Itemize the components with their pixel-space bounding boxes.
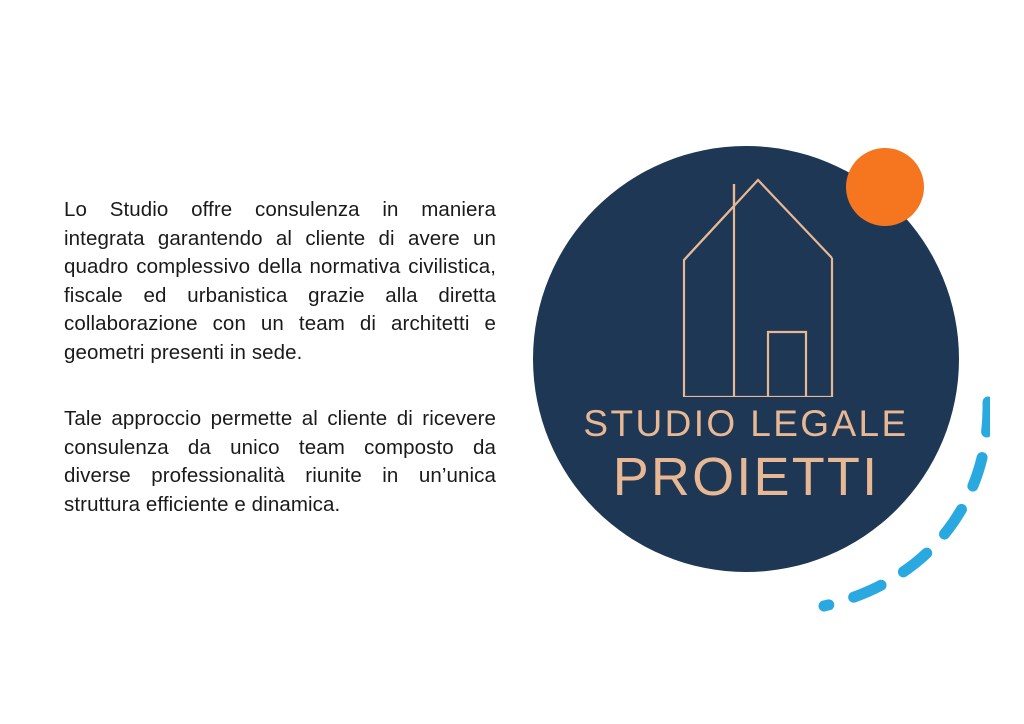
house-outline-icon bbox=[660, 172, 840, 397]
paragraph-2: Tale approccio permette al cliente di ricevere consulenza da unico team composto da diverse professionalità riunite in un’unica struttura efficiente e dinamica. bbox=[64, 407, 496, 516]
wordmark-line-2: PROIETTI bbox=[612, 447, 880, 507]
wordmark-line-1: STUDIO LEGALE bbox=[583, 403, 909, 444]
brand-wordmark bbox=[560, 402, 932, 506]
body-text-column bbox=[64, 196, 496, 519]
logo-composition bbox=[520, 130, 990, 600]
paragraph-1: Lo Studio offre consulenza in maniera integrata garantendo al cliente di avere un quadro complessivo della normativa civilistica, fiscale ed urbanistica grazie alla diretta collaborazione con un team di architetti e geometri presenti in sede. bbox=[64, 198, 496, 364]
accent-dot bbox=[846, 148, 924, 226]
